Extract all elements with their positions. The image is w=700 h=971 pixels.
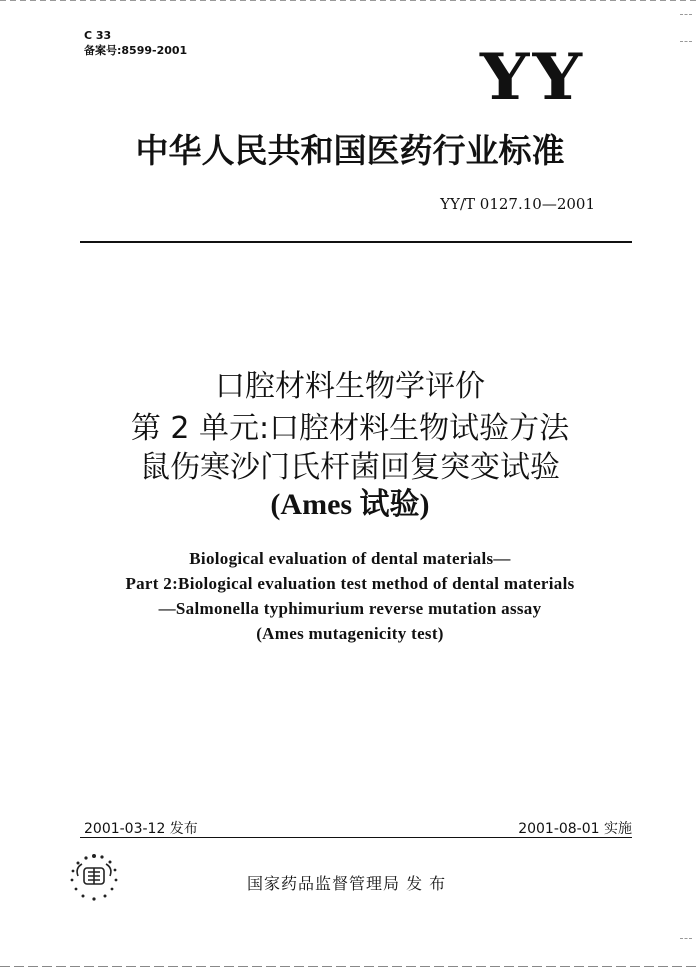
standard-title: 中华人民共和国医药行业标准	[135, 131, 565, 170]
classification-code: C 33	[84, 29, 112, 42]
standard-number: YY/T 0127.10—2001	[440, 195, 595, 213]
top-border	[0, 0, 700, 1]
official-seal-icon	[60, 848, 128, 906]
footer-divider	[80, 837, 632, 838]
en-title-line-1: Biological evaluation of dental materials—	[189, 549, 511, 568]
issue-date: 2001-03-12 发布	[84, 821, 198, 837]
bottom-border	[0, 966, 700, 967]
cn-title-line-3: 鼠伤寒沙门氏杆菌回复突变试验	[140, 450, 560, 485]
publisher: 国家药品监督管理局 发 布	[247, 874, 447, 893]
en-title-line-4: (Ames mutagenicity test)	[256, 624, 444, 643]
header-divider	[80, 241, 632, 243]
cn-title-line-2: 第 2 单元:口腔材料生物试验方法	[130, 411, 570, 446]
en-title-line-3: —Salmonella typhimurium reverse mutation assay	[158, 599, 542, 618]
margin-mark	[680, 41, 692, 42]
standard-code-logo: YY	[480, 40, 586, 115]
record-number: 备案号:8599-2001	[84, 44, 188, 57]
cn-title-line-1: 口腔材料生物学评价	[215, 369, 485, 404]
cn-title-line-4: (Ames 试验)	[270, 488, 430, 521]
en-title-line-2: Part 2:Biological evaluation test method of dental materials	[125, 574, 575, 593]
margin-mark	[680, 14, 692, 15]
implementation-date: 2001-08-01 实施	[518, 821, 632, 837]
margin-mark	[680, 938, 692, 939]
